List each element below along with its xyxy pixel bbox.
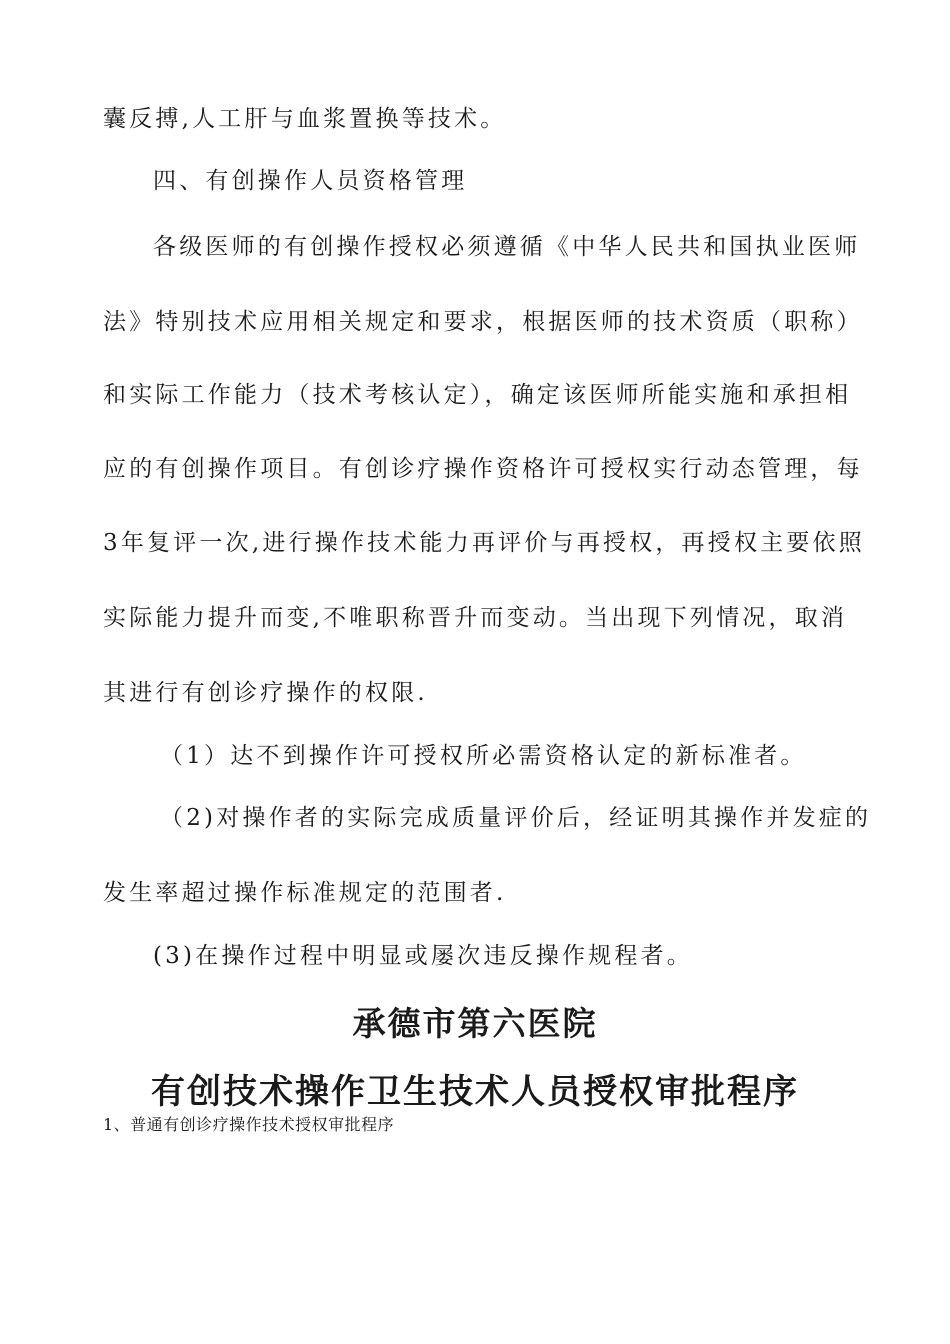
list-item-3: (3)在操作过程中明显或屡次违反操作规程者。 — [153, 943, 693, 969]
list-item-1: （1）达不到操作许可授权所必需资格认定的新标准者。 — [160, 743, 807, 769]
text-line-1: 囊反搏,人工肝与血浆置换等技术。 — [103, 106, 507, 132]
procedure-title: 有创技术操作卫生技术人员授权审批程序 — [151, 1072, 799, 1112]
text-line-8: 实际能力提升而变,不唯职称晋升而变动。当出现下列情况，取消 — [103, 605, 848, 631]
text-line-9: 其进行有创诊疗操作的权限. — [103, 680, 428, 706]
text-line-4: 法》特别技术应用相关规定和要求，根据医师的技术资质（职称） — [103, 309, 863, 335]
list-item-2: （2)对操作者的实际完成质量评价后，经证明其操作并发症的 — [160, 805, 872, 831]
text-line-3: 各级医师的有创操作授权必须遵循《中华人民共和国执业医师 — [153, 234, 861, 260]
text-line-6: 应的有创操作项目。有创诊疗操作资格许可授权实行动态管理，每 — [103, 456, 863, 482]
section-heading-4: 四、有创操作人员资格管理 — [153, 168, 468, 194]
text-line-7: 3年复评一次,进行操作技术能力再评价与再授权，再授权主要依照 — [103, 530, 865, 556]
hospital-title: 承德市第六医院 — [352, 1004, 598, 1043]
section-heading: 1、普通有创诊疗操作技术授权审批程序 — [103, 1115, 395, 1134]
text-line-12: 发生率超过操作标准规定的范围者. — [103, 880, 507, 906]
text-line-5: 和实际工作能力（技术考核认定），确定该医师所能实施和承担相 — [103, 382, 852, 408]
